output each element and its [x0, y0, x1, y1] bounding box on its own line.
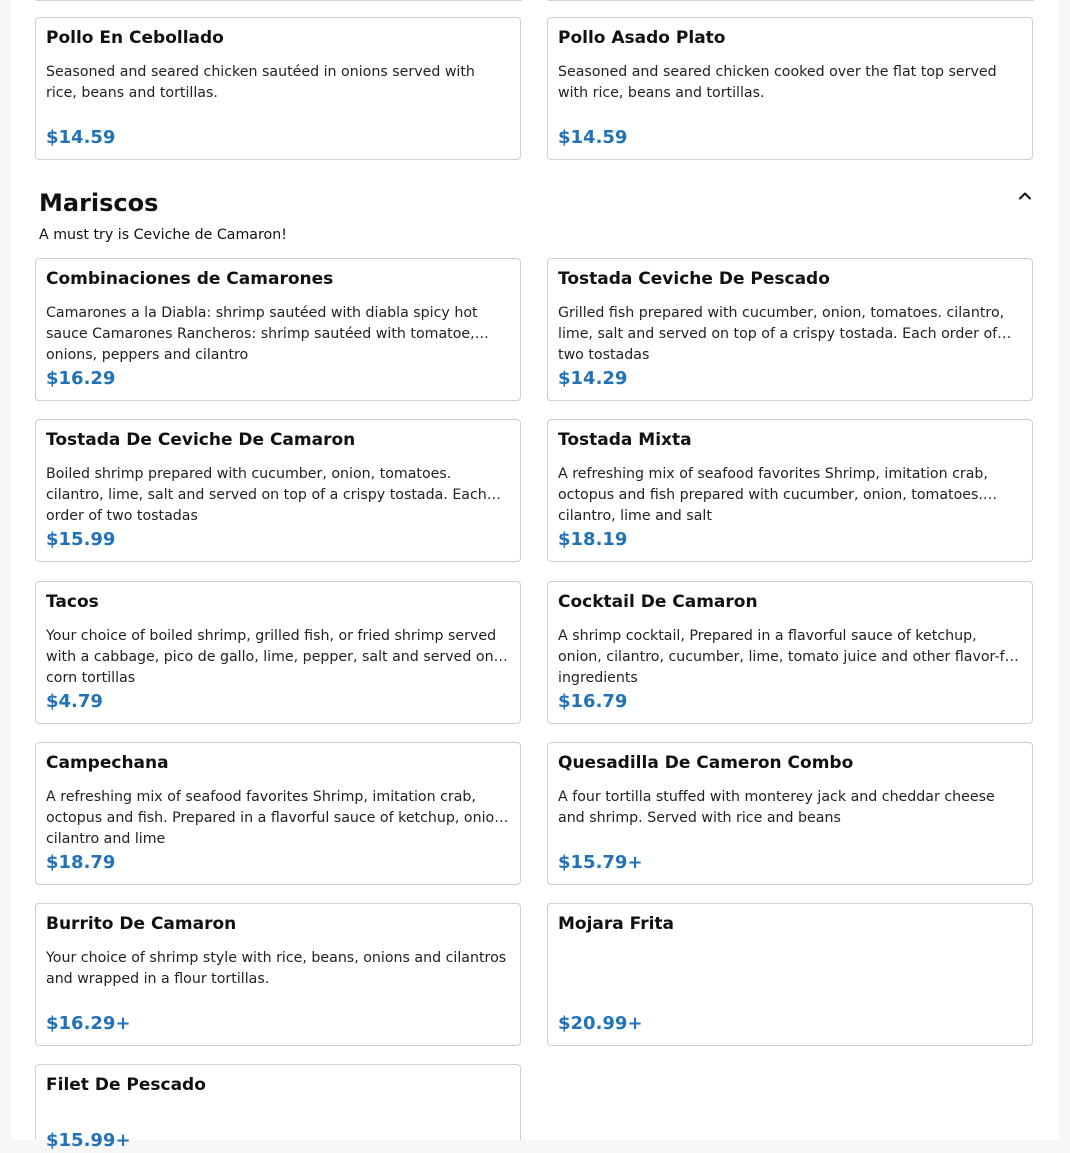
- menu-item-name: Burrito De Camaron: [46, 914, 237, 934]
- menu-item-description: Boiled shrimp prepared with cucumber, onion, tomatoes. cilantro, lime, salt and served on top of a crispy tostada. Each order of two tostadas: [46, 466, 487, 524]
- menu-item-card[interactable]: [35, 17, 521, 160]
- menu-item-card[interactable]: [35, 1064, 521, 1151]
- menu-item-price: $15.99+: [46, 1130, 131, 1151]
- menu-item-description: Your choice of boiled shrimp, grilled fish, or fried shrimp served with a cabbage, pico de gallo, lime, pepper, salt and served on corn tortillas: [46, 628, 497, 686]
- menu-page: [11, 0, 1059, 1151]
- menu-item-description: A four tortilla stuffed with monterey jack and cheddar cheese and shrimp. Served with rice and beans: [558, 789, 995, 826]
- menu-item-price: $18.79: [46, 852, 116, 873]
- section-title: Mariscos: [39, 189, 159, 217]
- section-subtitle: A must try is Ceviche de Camaron!: [39, 227, 287, 243]
- menu-item-card[interactable]: [547, 17, 1033, 160]
- menu-item-card[interactable]: [547, 581, 1033, 724]
- menu-item-name: Quesadilla De Cameron Combo: [558, 753, 854, 773]
- menu-item-name: Filet De Pescado: [46, 1075, 206, 1095]
- menu-item-card[interactable]: [547, 903, 1033, 1046]
- menu-item-card[interactable]: [35, 581, 521, 724]
- menu-item-price: $20.99+: [558, 1013, 643, 1034]
- menu-item-name: Tostada Mixta: [558, 430, 692, 450]
- menu-item-price: $15.99: [46, 529, 116, 550]
- menu-item-description: A shrimp cocktail, Prepared in a flavorful sauce of ketchup, onion, cilantro, cucumber, lime, tomato juice and other flavor-full ingredients: [558, 628, 1022, 686]
- menu-item-price: $14.59: [46, 127, 116, 148]
- menu-item-price: $16.79: [558, 691, 628, 712]
- menu-item-name: Campechana: [46, 753, 169, 773]
- menu-item-description: Seasoned and seared chicken sautéed in onions served with rice, beans and tortillas.: [46, 64, 475, 101]
- menu-item-description: Seasoned and seared chicken cooked over the flat top served with rice, beans and tortillas.: [558, 64, 997, 101]
- menu-item-price: $15.79+: [558, 852, 643, 873]
- menu-item-price: $14.59: [558, 127, 628, 148]
- divider: [548, 0, 1034, 1]
- menu-item-name: Mojara Frita: [558, 914, 675, 934]
- menu-item-description: Grilled fish prepared with cucumber, onion, tomatoes. cilantro, lime, salt and served on top of a crispy tostada. Each order of two tostadas: [558, 305, 1005, 363]
- menu-item-card[interactable]: [547, 742, 1033, 885]
- menu-item-description: Your choice of shrimp style with rice, beans, onions and cilantros and wrapped in a flour tortillas.: [46, 950, 507, 987]
- menu-item-name: Pollo En Cebollado: [46, 28, 224, 48]
- menu-item-card[interactable]: [35, 258, 521, 401]
- menu-item-card[interactable]: [547, 258, 1033, 401]
- menu-item-price: $16.29: [46, 368, 116, 389]
- menu-item-description: A refreshing mix of seafood favorites Shrimp, imitation crab, octopus and fish. Prepared in a flavorful sauce of ketchup, onion, cilantro and lime: [46, 789, 508, 847]
- menu-item-price: $16.29+: [46, 1013, 131, 1034]
- menu-item-name: Cocktail De Camaron: [558, 592, 758, 612]
- menu-item-price: $18.19: [558, 529, 628, 550]
- menu-item-price: $14.29: [558, 368, 628, 389]
- menu-item-price: $4.79: [46, 691, 103, 712]
- menu-item-name: Pollo Asado Plato: [558, 28, 726, 48]
- menu-item-description: Camarones a la Diabla: shrimp sautéed with diabla spicy hot sauce Camarones Rancheros: shrimp sautéed with tomatoe, onions, peppers and cilantro: [46, 305, 478, 363]
- menu-item-name: Combinaciones de Camarones: [46, 269, 334, 289]
- menu-item-card[interactable]: [35, 742, 521, 885]
- chevron-up-icon: [1017, 188, 1033, 204]
- menu-item-name: Tostada De Ceviche De Camaron: [46, 430, 356, 450]
- menu-item-card[interactable]: [547, 419, 1033, 562]
- menu-item-name: Tostada Ceviche De Pescado: [558, 269, 830, 289]
- menu-item-card[interactable]: [35, 903, 521, 1046]
- menu-item-name: Tacos: [46, 592, 99, 612]
- menu-item-card[interactable]: [35, 419, 521, 562]
- collapse-section-button[interactable]: [1014, 185, 1036, 207]
- menu-item-description: A refreshing mix of seafood favorites Shrimp, imitation crab, octopus and fish prepared with cucumber, onion, tomatoes. cilantro, lime and salt: [558, 466, 988, 524]
- divider: [36, 0, 522, 1]
